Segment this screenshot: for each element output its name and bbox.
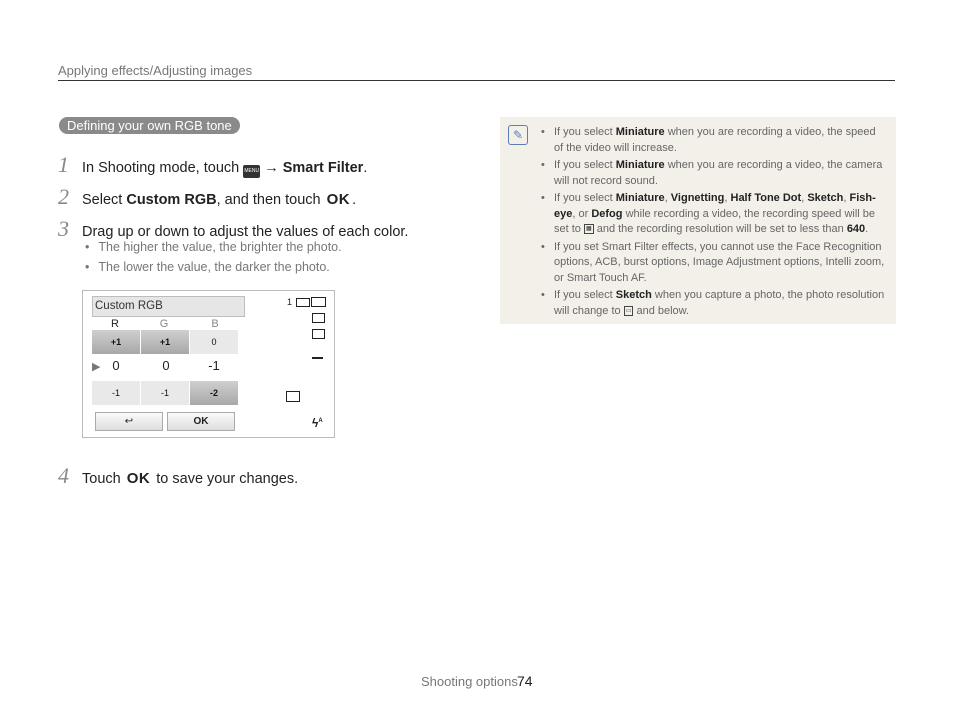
step-2 [58,184,356,210]
battery-icon [311,297,326,307]
step-3 [58,216,408,242]
menu-icon: MENU [243,165,260,178]
note-bold: Miniature [615,159,665,171]
step-number: 3 [58,216,69,241]
step-text: Touch [82,471,121,487]
step-text: In Shooting mode, touch [82,160,240,176]
step-text: Select [82,192,123,208]
note-bold: Defog [591,207,623,220]
breadcrumb: Applying effects/Adjusting images [58,63,253,78]
step-bold: Smart Filter [282,160,364,176]
step-number: 2 [58,184,69,209]
flash-auto-label: A [318,418,323,424]
step-number: 4 [58,463,69,488]
resolution-icon [296,298,310,307]
step-1 [58,152,367,178]
decrease-row [92,381,238,405]
col-label-g: G [159,318,169,330]
movie-speed-icon: ▦ [585,226,592,233]
step-text-end: . [352,192,357,208]
note-text: while recording a video, the recording speed will be set to [554,207,876,235]
resolution-640-icon: 640 [846,223,866,235]
bullet-item: • The lower the value, the darker the photo. [85,260,330,274]
b-down-button[interactable]: -2 [190,381,238,405]
note-bold: Miniature [615,192,665,204]
note-text: when you capture a photo, the photo resolution will change to [554,289,885,317]
note-text: If you select [554,126,613,138]
pointer-icon: ▶ [92,361,101,373]
col-label-b: B [211,318,219,330]
metering-icon [286,391,300,402]
b-up-button[interactable]: 0 [190,330,238,354]
r-up-button[interactable]: +1 [92,330,140,354]
note-text: If you select [554,192,613,204]
col-label-r: R [111,318,119,330]
shot-count: 1 [287,297,293,307]
ok-icon: OK [326,191,351,208]
custom-rgb-title: Custom RGB [92,296,245,317]
step-text-mid: , and then touch [216,192,321,208]
step-text-end: . [363,160,368,176]
note-item [540,288,886,319]
note-sep: . [865,223,869,235]
note-bold: Fish-eye [554,192,876,220]
header-divider [58,80,895,81]
note-sep: , [843,192,847,204]
flash-icon [312,416,323,430]
note-item [540,125,886,156]
flash-glyph: ϟ [312,416,319,430]
g-up-button[interactable]: +1 [141,330,189,354]
note-text: If you select [554,289,613,301]
camera-screen [82,290,335,438]
bullet-item: • The higher the value, the brighter the photo. [85,240,342,254]
resolution-5m-icon: ▭ [625,307,632,314]
note-text: and below. [636,304,690,317]
note-bold: Vignetting [670,192,725,204]
step-4 [58,463,298,489]
back-button[interactable]: ↩ [95,412,163,431]
note-icon: ✎ [508,125,528,145]
increase-row [92,330,238,354]
arrow-icon: → [264,160,279,176]
note-bold: Sketch [615,289,652,301]
section-title: Defining your own RGB tone [59,117,240,134]
ok-button[interactable]: OK [167,412,235,431]
ois-icon [312,345,323,359]
note-text: and the recording resolution will be set to less than [596,223,844,235]
step-number: 1 [58,152,69,177]
step-text-end: to save your changes. [156,471,299,487]
note-bold: Miniature [615,126,665,138]
note-text: If you set Smart Filter effects, you cannot use the Face Recognition options, ACB, burst options, Image Adjustment options, Intelli zoom, or Smart Touch AF. [554,240,885,284]
focus-mode-icon [312,329,325,339]
note-sep: , [724,192,728,204]
ok-icon: OK [126,470,151,487]
note-sep: , [801,192,805,204]
note-text: when you are recording a video, the camera will not record sound. [554,159,883,187]
note-sep: , or [572,207,589,220]
r-value: 0 [112,358,120,373]
step-text: Drag up or down to adjust the values of each color. [82,224,409,240]
note-item [540,158,886,189]
smart-filter-icon [312,313,325,323]
g-down-button[interactable]: -1 [141,381,189,405]
step-bold: Custom RGB [126,192,217,208]
note-item [540,191,886,238]
r-down-button[interactable]: -1 [92,381,140,405]
footer-section-label: Shooting options [421,674,518,689]
note-bold: Half Tone Dot [730,192,802,204]
page-number: 74 [517,673,533,689]
note-text: when you are recording a video, the speed of the video will increase. [554,126,876,154]
note-list [540,125,886,321]
g-value: 0 [162,358,170,373]
note-item [540,240,886,287]
note-box [500,117,896,324]
note-sep: , [664,192,668,204]
note-text: If you select [554,159,613,171]
note-bold: Sketch [807,192,844,204]
b-value: -1 [208,358,220,373]
